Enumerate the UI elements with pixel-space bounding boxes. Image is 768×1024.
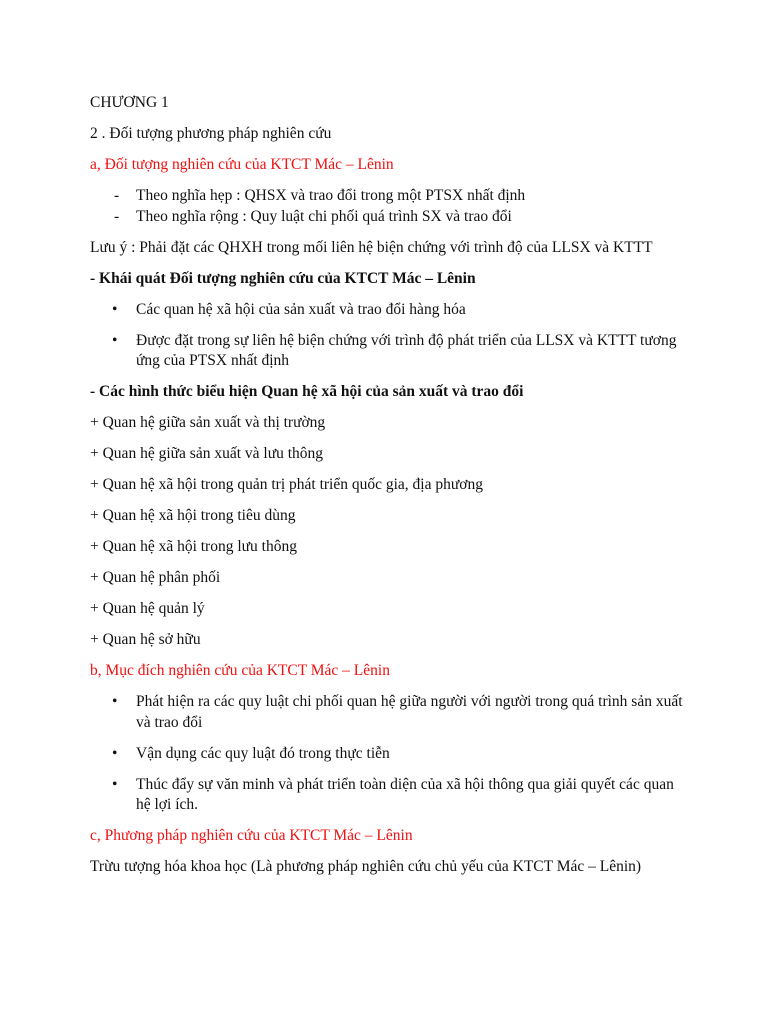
forms-item: + Quan hệ xã hội trong quản trị phát triển quốc gia, địa phương — [90, 476, 483, 493]
part-b-bullet-list — [90, 692, 690, 816]
dash-marker: - — [114, 187, 120, 204]
chapter-title: CHƯƠNG 1 — [90, 94, 169, 111]
forms-item: + Quan hệ giữa sản xuất và thị trường — [90, 414, 326, 431]
part-a-heading: a, Đối tượng nghiên cứu của KTCT Mác – Lênin — [90, 156, 394, 173]
list-item — [90, 331, 690, 372]
list-item-text: Theo nghĩa rộng : Quy luật chi phối quá trình SX và trao đổi — [136, 207, 512, 225]
bullet-marker: • — [112, 744, 118, 762]
bullet-marker: • — [112, 693, 118, 710]
forms-item: + Quan hệ quản lý — [90, 600, 205, 617]
list-item — [90, 744, 690, 765]
forms-item: + Quan hệ giữa sản xuất và lưu thông — [90, 445, 324, 462]
part-a-dash-list — [90, 186, 690, 227]
list-item-text: Thúc đẩy sự văn minh và phát triển toàn diện của xã hội thông qua giải quyết các quan hệ lợi ích. — [136, 775, 674, 813]
list-item-text: Vận dụng các quy luật đó trong thực tiễn — [136, 744, 390, 762]
list-item-text: Các quan hệ xã hội của sản xuất và trao đổi hàng hóa — [136, 300, 466, 318]
list-item — [90, 207, 690, 228]
forms-item: + Quan hệ xã hội trong tiêu dùng — [90, 507, 296, 524]
section-title: 2 . Đối tượng phương pháp nghiên cứu — [90, 125, 332, 142]
forms-item: + Quan hệ phân phối — [90, 569, 221, 586]
bullet-marker: • — [112, 775, 118, 793]
list-item-text: Phát hiện ra các quy luật chi phối quan hệ giữa người với người trong quá trình sản xuất và trao đổi — [136, 693, 683, 731]
document-page — [90, 93, 690, 888]
list-item — [90, 300, 690, 321]
list-item — [90, 186, 690, 207]
forms-heading: - Các hình thức biểu hiện Quan hệ xã hội của sản xuất và trao đổi — [90, 383, 524, 400]
bullet-marker: • — [112, 300, 118, 318]
forms-item: + Quan hệ sở hữu — [90, 631, 201, 648]
list-item-text: Theo nghĩa hẹp : QHSX và trao đổi trong một PTSX nhất định — [136, 187, 526, 204]
forms-item: + Quan hệ xã hội trong lưu thông — [90, 538, 297, 555]
note-paragraph: Lưu ý : Phải đặt các QHXH trong mối liên hệ biện chứng với trình độ của LLSX và KTTT — [90, 238, 653, 256]
part-c-text: Trừu tượng hóa khoa học (Là phương pháp nghiên cứu chủ yếu của KTCT Mác – Lênin) — [90, 858, 642, 875]
bullet-marker: • — [112, 331, 118, 349]
list-item — [90, 692, 690, 733]
dash-marker: - — [114, 207, 120, 225]
part-c-heading: c, Phương pháp nghiên cứu của KTCT Mác – Lênin — [90, 827, 413, 844]
part-b-heading: b, Mục đích nghiên cứu của KTCT Mác – Lênin — [90, 662, 390, 679]
list-item — [90, 775, 690, 816]
overview-heading: - Khái quát Đối tượng nghiên cứu của KTCT Mác – Lênin — [90, 269, 476, 287]
overview-bullet-list — [90, 300, 690, 372]
list-item-text: Được đặt trong sự liên hệ biện chứng với trình độ phát triển của LLSX và KTTT tương ứng của PTSX nhất định — [136, 331, 677, 369]
